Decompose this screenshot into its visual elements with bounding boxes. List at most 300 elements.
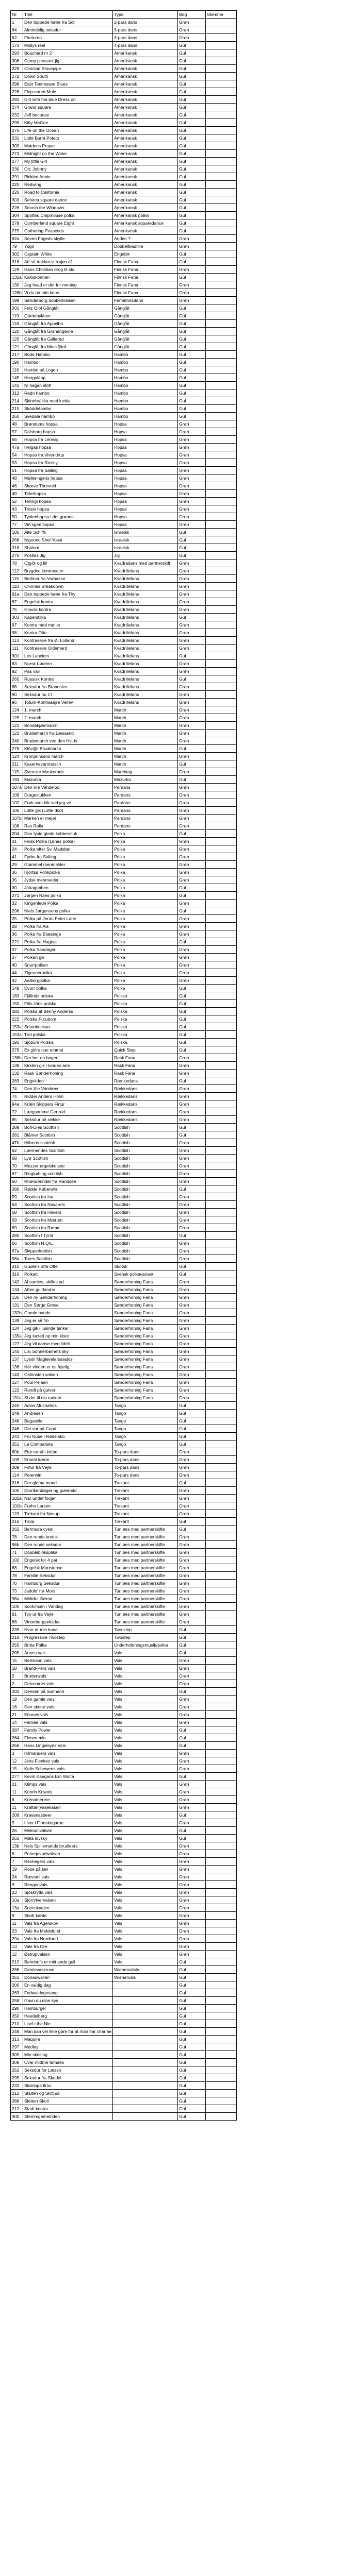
cell-stemme <box>206 127 237 134</box>
cell-stemme <box>206 1402 237 1410</box>
cell-stemme <box>206 1093 237 1100</box>
cell-bog: Gul <box>178 1263 206 1270</box>
cell-type: Scottish <box>113 1232 178 1240</box>
table-row <box>11 1912 237 1920</box>
cell-bog: Gul <box>178 258 206 266</box>
cell-type: Polka <box>113 961 178 969</box>
cell-stemme <box>206 1935 237 1943</box>
cell-stemme <box>206 614 237 621</box>
table-row <box>11 312 237 320</box>
cell-type: Pardans <box>113 822 178 830</box>
cell-bog: Gul <box>178 2090 206 2097</box>
cell-bog: Grøn <box>178 1750 206 1757</box>
cell-titel: Les Lanciers <box>23 652 113 660</box>
cell-titel: Doublebloksplika <box>23 1549 113 1556</box>
cell-bog: Gul <box>178 73 206 80</box>
table-row <box>11 1556 237 1564</box>
table-row <box>11 915 237 923</box>
cell-stemme <box>206 2020 237 2028</box>
cell-titel: Gärdebylåten <box>23 312 113 320</box>
cell-stemme <box>206 606 237 614</box>
cell-stemme <box>206 544 237 552</box>
cell-nr: 291 <box>11 173 23 181</box>
cell-nr: 258 <box>11 1997 23 2005</box>
cell-stemme <box>206 258 237 266</box>
table-row <box>11 560 237 567</box>
cell-titel: Gånglåt fra Granängerne <box>23 328 113 335</box>
cell-titel: Den ny Sønderhoning <box>23 1294 113 1301</box>
cell-titel: Kaloskonnen <box>23 274 113 281</box>
cell-nr: 76 <box>11 1580 23 1587</box>
cell-type: Amerikansk <box>113 173 178 181</box>
cell-titel: Gånglåt fra Appelbo <box>23 320 113 328</box>
cell-type: March <box>113 737 178 745</box>
cell-titel: Polkan gik <box>23 954 113 961</box>
cell-nr: 84 <box>11 26 23 34</box>
cell-nr: 309 <box>11 142 23 150</box>
cell-titel: Teterhopsa <box>23 490 113 498</box>
cell-bog: Grøn <box>178 1155 206 1162</box>
cell-titel: Bouchard nr 2 <box>23 49 113 57</box>
table-row <box>11 1920 237 1927</box>
cell-titel: Hvor er min kone <box>23 1626 113 1634</box>
table-row <box>11 2005 237 2012</box>
cell-stemme <box>206 1008 237 1015</box>
cell-nr: 239 <box>11 1626 23 1634</box>
cell-type: Marchtag <box>113 768 178 776</box>
table-row <box>11 1077 237 1085</box>
cell-stemme <box>206 65 237 73</box>
cell-type: Polska <box>113 1031 178 1039</box>
cell-nr: 240 <box>11 737 23 745</box>
cell-type: Sønderhoning Fana <box>113 1325 178 1332</box>
cell-type: Amerikansk <box>113 189 178 196</box>
cell-stemme <box>206 351 237 359</box>
cell-titel: Over mittrne tamdes <box>23 2059 113 2066</box>
table-row <box>11 2105 237 2113</box>
cell-stemme <box>206 1147 237 1155</box>
cell-nr: 150 <box>11 1000 23 1008</box>
cell-bog: Gul <box>178 1997 206 2005</box>
cell-titel: Lisi Sönnerbarnets sky <box>23 1348 113 1355</box>
cell-titel: Dvurr polka <box>23 985 113 992</box>
cell-titel: Der bor en bager <box>23 1054 113 1062</box>
cell-nr: 57 <box>11 428 23 436</box>
cell-titel: Scottish fra Navarets <box>23 1201 113 1209</box>
cell-titel: Rhønderinder fra Randsee <box>23 1178 113 1185</box>
table-row <box>11 815 237 822</box>
cell-type <box>113 2051 178 2059</box>
cell-type <box>113 2012 178 2020</box>
cell-bog: Grøn <box>178 1781 206 1788</box>
cell-titel: En vaidig dag <box>23 1981 113 1989</box>
cell-titel: Fjällnäs polska <box>23 992 113 1000</box>
table-row <box>11 1850 237 1858</box>
cell-stemme <box>206 1433 237 1440</box>
cell-stemme <box>206 1750 237 1757</box>
cell-stemme <box>206 1124 237 1131</box>
cell-titel: Jeg er så fro <box>23 1317 113 1325</box>
table-row <box>11 1641 237 1649</box>
cell-type <box>113 2097 178 2105</box>
table-row <box>11 1974 237 1981</box>
cell-titel: Den skone vals <box>23 1703 113 1711</box>
table-row <box>11 1309 237 1317</box>
cell-stemme <box>206 822 237 830</box>
table-row <box>11 1054 237 1062</box>
cell-stemme <box>206 1077 237 1085</box>
cell-bog: Grøn <box>178 737 206 745</box>
cell-nr: 9 <box>11 1881 23 1889</box>
cell-nr: 210 <box>11 2020 23 2028</box>
cell-nr: 52 <box>11 498 23 505</box>
table-row <box>11 2082 237 2090</box>
cell-titel: Ex glörs nue emmal <box>23 1046 113 1054</box>
cell-stemme <box>206 977 237 985</box>
cell-type <box>113 1981 178 1989</box>
cell-bog: Gul <box>178 1270 206 1278</box>
cell-nr: 120 <box>11 328 23 335</box>
table-row <box>11 1209 237 1216</box>
cell-stemme <box>206 853 237 861</box>
cell-bog: Grøn <box>178 1100 206 1108</box>
cell-nr: 92a <box>11 235 23 243</box>
cell-type: Wienervalsle <box>113 1966 178 1974</box>
cell-bog: Gul <box>178 1966 206 1974</box>
cell-bog: Gul <box>178 96 206 104</box>
cell-type: Vals <box>113 1657 178 1665</box>
cell-stemme <box>206 2028 237 2036</box>
cell-bog: Grøn <box>178 428 206 436</box>
cell-bog: Grøn <box>178 1611 206 1618</box>
cell-titel: Captain White <box>23 250 113 258</box>
table-row <box>11 1495 237 1502</box>
cell-titel: Scotchsen i Vandag <box>23 1603 113 1611</box>
cell-type: Trekant <box>113 1518 178 1526</box>
cell-nr: 100 <box>11 1603 23 1611</box>
table-row <box>11 923 237 930</box>
cell-type: Hopsa <box>113 436 178 444</box>
table-row <box>11 2020 237 2028</box>
cell-stemme <box>206 2005 237 2012</box>
cell-bog: Gul <box>178 614 206 621</box>
table-row <box>11 1263 237 1270</box>
cell-nr: 112 <box>11 567 23 575</box>
cell-type: Amerikansk <box>113 158 178 165</box>
cell-stemme <box>206 1595 237 1603</box>
table-row <box>11 1448 237 1456</box>
cell-titel: Gånglåt fra Gällared <box>23 335 113 343</box>
cell-titel: Kitty McGee <box>23 119 113 127</box>
table-row <box>11 714 237 722</box>
cell-bog: Grøn <box>178 876 206 884</box>
cell-type: Gånglåt <box>113 312 178 320</box>
cell-type: To-pars dans <box>113 1448 178 1456</box>
cell-nr: 110 <box>11 583 23 590</box>
table-row <box>11 1580 237 1587</box>
cell-titel: Kalle Schewens vals <box>23 1765 113 1773</box>
cell-bog: Gul <box>178 529 206 536</box>
cell-type: Hambo <box>113 382 178 389</box>
table-row <box>11 1355 237 1363</box>
cell-bog: Grøn <box>178 961 206 969</box>
cell-bog: Gul <box>178 1641 206 1649</box>
cell-stemme <box>206 598 237 606</box>
cell-type: Gånglåt <box>113 304 178 312</box>
cell-stemme <box>206 374 237 382</box>
cell-type: Amerikansk <box>113 104 178 111</box>
table-row <box>11 1162 237 1170</box>
cell-nr: 124 <box>11 753 23 760</box>
cell-type: Israelsk <box>113 529 178 536</box>
cell-stemme <box>206 1456 237 1464</box>
table-row <box>11 791 237 799</box>
table-row <box>11 459 237 467</box>
cell-stemme <box>206 907 237 915</box>
cell-nr: 79 <box>11 243 23 250</box>
cell-nr: 251 <box>11 1974 23 1981</box>
table-row <box>11 428 237 436</box>
cell-type: 3-pars dans <box>113 26 178 34</box>
cell-type: Amerikansk squaredance <box>113 219 178 227</box>
cell-titel: Sjörrytvervalsen <box>23 1896 113 1904</box>
cell-nr: 313 <box>11 2036 23 2043</box>
cell-bog: Grøn <box>178 791 206 799</box>
cell-type: Vals <box>113 1827 178 1835</box>
cell-titel: Marken er mejet <box>23 815 113 822</box>
cell-stemme <box>206 1479 237 1487</box>
cell-titel: Midnight on the Water <box>23 150 113 158</box>
cell-type: Polka <box>113 915 178 923</box>
cell-nr: 40 <box>11 961 23 969</box>
cell-nr: 3 <box>11 1750 23 1757</box>
cell-type: Sønderhoning Fana <box>113 1355 178 1363</box>
table-row <box>11 845 237 853</box>
table-row <box>11 127 237 134</box>
cell-type: Rask Fana <box>113 1062 178 1070</box>
cell-stemme <box>206 583 237 590</box>
table-row <box>11 289 237 297</box>
cell-type: Kvadrillelans <box>113 660 178 668</box>
cell-titel: Hopsa fra Vivendrup <box>23 451 113 459</box>
cell-titel: Totum-Kontrasejre Vellev <box>23 699 113 706</box>
cell-bog: Grøn <box>178 660 206 668</box>
table-row <box>11 853 237 861</box>
cell-bog: Grøn <box>178 1703 206 1711</box>
table-row <box>11 1093 237 1100</box>
cell-bog: Gul <box>178 2020 206 2028</box>
table-row <box>11 2051 237 2059</box>
cell-nr: 306 <box>11 57 23 65</box>
cell-bog: Gul <box>178 1124 206 1131</box>
cell-nr: 264 <box>11 1734 23 1742</box>
cell-titel: Flosen min <box>23 1734 113 1742</box>
cell-titel: Bermuda cykel <box>23 1526 113 1533</box>
cell-type: March <box>113 706 178 714</box>
cell-nr: 232 <box>11 111 23 119</box>
cell-type: Vals <box>113 1788 178 1796</box>
cell-bog: Gul <box>178 1077 206 1085</box>
cell-stemme <box>206 444 237 451</box>
table-row <box>11 281 237 289</box>
cell-titel: Fru Nube i Røde sko <box>23 1433 113 1440</box>
cell-nr: 312 <box>11 389 23 397</box>
cell-titel: Seneca square dance <box>23 196 113 204</box>
cell-bog: Grøn <box>178 1850 206 1858</box>
cell-nr: 221 <box>11 938 23 946</box>
cell-type: To-pars dans <box>113 1464 178 1471</box>
table-row <box>11 104 237 111</box>
cell-stemme <box>206 1178 237 1185</box>
cell-nr: 129 <box>11 266 23 274</box>
cell-stemme <box>206 1108 237 1116</box>
cell-stemme <box>206 1417 237 1425</box>
cell-titel: Mazurka <box>23 776 113 784</box>
cell-type: Tunløes med partnerskifte <box>113 1541 178 1549</box>
cell-nr: 295 <box>11 2074 23 2082</box>
cell-type: Dobbeltkadrille <box>113 243 178 250</box>
cell-bog: Grøn <box>178 482 206 490</box>
cell-bog: Grøn <box>178 714 206 722</box>
cell-bog: Grøn <box>178 923 206 930</box>
cell-stemme <box>206 745 237 753</box>
cell-bog: Gul <box>178 985 206 992</box>
cell-stemme <box>206 1920 237 1927</box>
cell-nr: 209 <box>11 1464 23 1471</box>
cell-type: Kvadrillelans <box>113 567 178 575</box>
cell-nr: 128b <box>11 289 23 297</box>
cell-type: Tunløes med partnerskifte <box>113 1533 178 1541</box>
cell-stemme <box>206 1301 237 1309</box>
cell-type: Amerikansk <box>113 204 178 212</box>
cell-stemme <box>206 830 237 838</box>
cell-nr: 250 <box>11 2012 23 2020</box>
cell-type: Vals <box>113 1896 178 1904</box>
table-row <box>11 304 237 312</box>
cell-nr: 296 <box>11 907 23 915</box>
cell-type: Hopsa <box>113 498 178 505</box>
cell-type: Firmatrolsdans <box>113 297 178 304</box>
cell-nr: 137 <box>11 1355 23 1363</box>
cell-bog: Gul <box>178 1015 206 1023</box>
cell-type: Pardans <box>113 807 178 815</box>
cell-stemme <box>206 1046 237 1054</box>
cell-stemme <box>206 49 237 57</box>
table-row <box>11 1564 237 1572</box>
cell-stemme <box>206 760 237 768</box>
cell-titel: Mats lovsky <box>23 1835 113 1842</box>
cell-type: Vals <box>113 1719 178 1726</box>
cell-titel: Tynlenhopsa i det grønne <box>23 513 113 521</box>
cell-stemme <box>206 1386 237 1394</box>
cell-nr: 19 <box>11 1696 23 1703</box>
table-row <box>11 1595 237 1603</box>
cell-nr: 111 <box>11 645 23 652</box>
cell-stemme <box>206 1981 237 1989</box>
table-row <box>11 1108 237 1116</box>
cell-titel: Den toppede høne fra Thy <box>23 590 113 598</box>
cell-nr: 101b <box>11 1502 23 1510</box>
cell-type: Tunløes med partnerskifte <box>113 1611 178 1618</box>
cell-nr: 24 <box>11 845 23 853</box>
cell-type: Hopsa <box>113 444 178 451</box>
cell-nr: 1 <box>11 19 23 26</box>
cell-titel: Andresen <box>23 1410 113 1417</box>
table-row <box>11 1781 237 1788</box>
table-row <box>11 1147 237 1155</box>
cell-stemme <box>206 1054 237 1062</box>
table-row <box>11 2012 237 2020</box>
cell-bog: Grøn <box>178 1904 206 1912</box>
table-body <box>11 19 237 2121</box>
cell-titel: Dragestukken <box>23 791 113 799</box>
table-row <box>11 1896 237 1904</box>
cell-bog: Grøn <box>178 1502 206 1510</box>
cell-bog: Gul <box>178 119 206 127</box>
cell-nr: 78 <box>11 1572 23 1580</box>
cell-titel: Vi du ha min kone <box>23 289 113 297</box>
cell-titel: Brudemarch fra Læsasnd <box>23 730 113 737</box>
cell-type: Scottish <box>113 1162 178 1170</box>
cell-type: Hambo <box>113 413 178 420</box>
cell-type: Amerikansk <box>113 57 178 65</box>
cell-bog: Gul <box>178 250 206 258</box>
cell-nr: 285 <box>11 1232 23 1240</box>
table-row <box>11 359 237 366</box>
cell-stemme <box>206 73 237 80</box>
cell-nr: 12 <box>11 1951 23 1958</box>
cell-nr: 134 <box>11 1286 23 1294</box>
table-row <box>11 1587 237 1595</box>
cell-titel: Trola <box>23 1518 113 1526</box>
cell-titel: Skinnbräcka med luckia <box>23 397 113 405</box>
table-row <box>11 699 237 706</box>
cell-type <box>113 2074 178 2082</box>
cell-bog: Gul <box>178 1827 206 1835</box>
cell-stemme <box>206 104 237 111</box>
cell-titel: Camp pleasant jig <box>23 57 113 65</box>
cell-stemme <box>206 1510 237 1518</box>
cell-nr: 263 <box>11 1989 23 1997</box>
cell-stemme <box>206 1209 237 1216</box>
cell-stemme <box>206 1100 237 1108</box>
cell-type: Hopsa <box>113 428 178 436</box>
cell-titel: Family Power <box>23 1726 113 1734</box>
cell-bog: Grøn <box>178 1379 206 1386</box>
cell-bog: Grøn <box>178 459 206 467</box>
table-row <box>11 1665 237 1672</box>
cell-type: Rækkedans <box>113 1100 178 1108</box>
cell-bog: Gul <box>178 776 206 784</box>
cell-type: Amerikansk <box>113 181 178 189</box>
table-row <box>11 34 237 42</box>
table-row <box>11 351 237 359</box>
cell-type: Twostep <box>113 1634 178 1641</box>
table-row <box>11 892 237 900</box>
cell-bog: Grøn <box>178 1657 206 1665</box>
table-row <box>11 1185 237 1193</box>
cell-nr: 74 <box>11 1085 23 1093</box>
cell-type: Vals <box>113 1935 178 1943</box>
table-row <box>11 2028 237 2036</box>
cell-bog: Grøn <box>178 645 206 652</box>
cell-stemme <box>206 1340 237 1348</box>
cell-type: Vals <box>113 1734 178 1742</box>
cell-type: Vals <box>113 1804 178 1811</box>
cell-titel: Den toppede høne fra Sct <box>23 19 113 26</box>
cell-stemme <box>206 505 237 513</box>
cell-type: Vals <box>113 1958 178 1966</box>
